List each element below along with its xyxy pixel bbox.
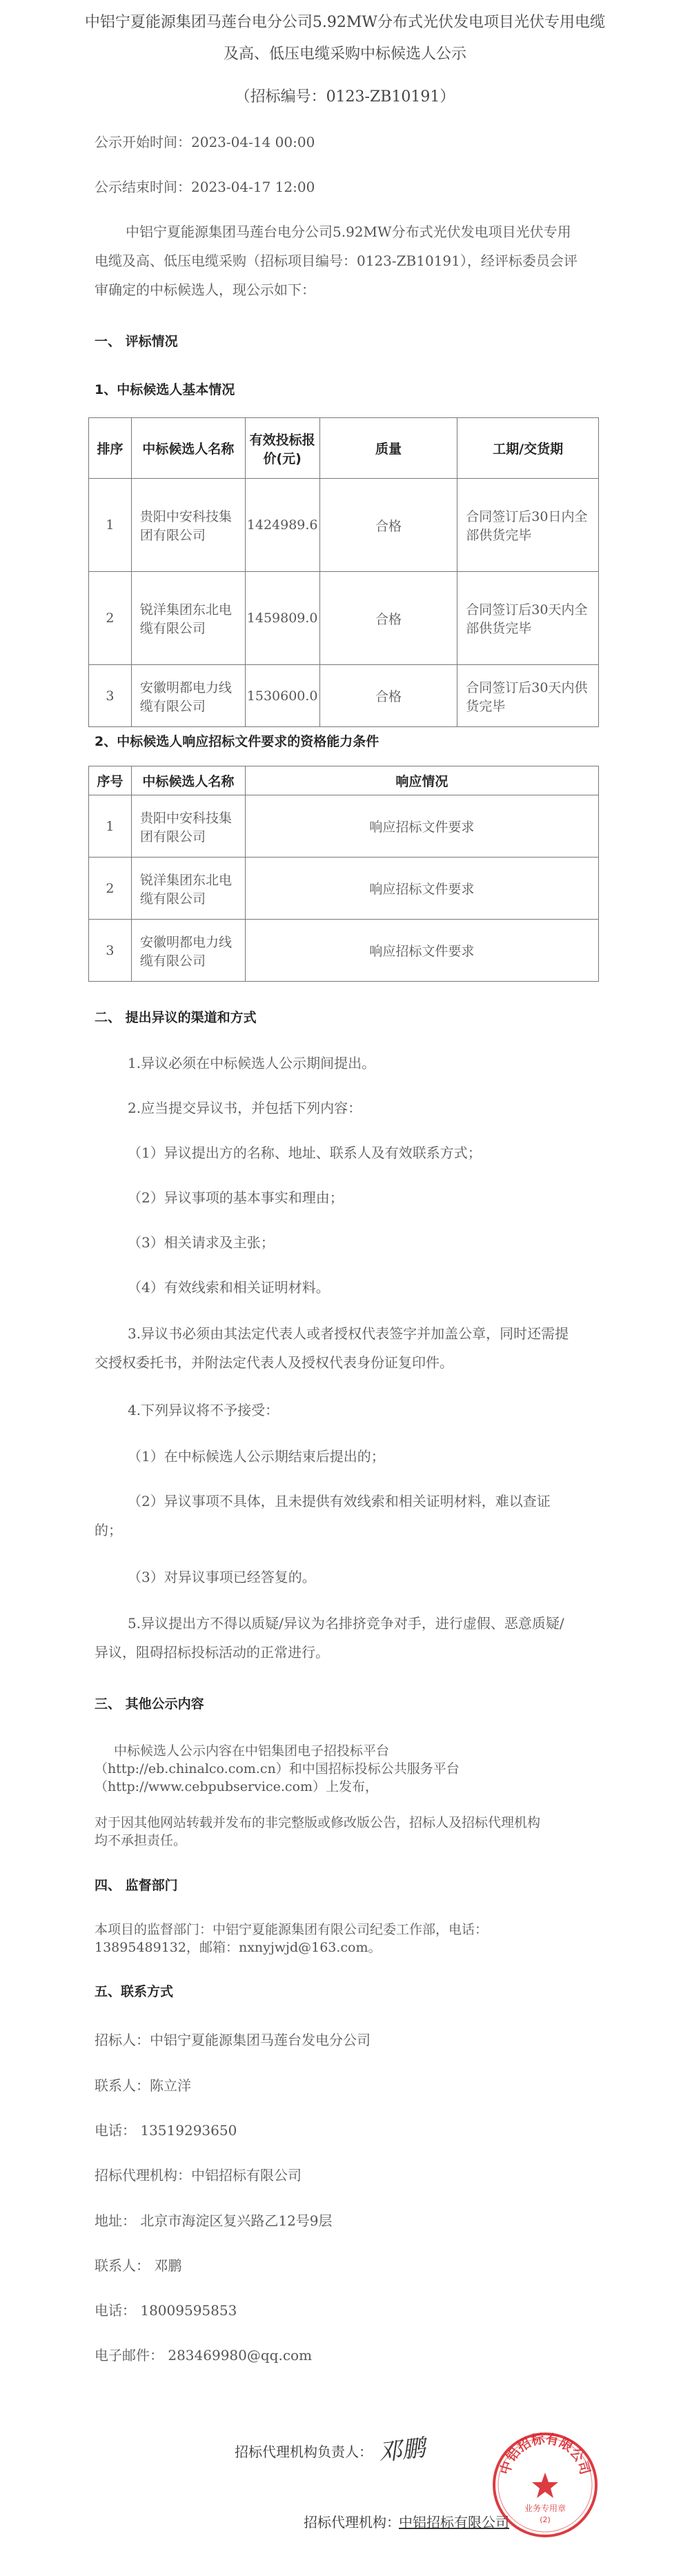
official-stamp xyxy=(490,2430,600,2540)
table-row xyxy=(89,858,599,920)
cell-name: 锐洋集团东北电缆有限公司 xyxy=(131,858,245,920)
section4-heading: 四、 监督部门 xyxy=(95,1878,178,1893)
other-line1: 中标候选人公示内容在中铝集团电子招投标平台 xyxy=(114,1743,390,1758)
cell-response: 响应招标文件要求 xyxy=(245,795,598,858)
start-time: 公示开始时间：2023-04-14 00:00 xyxy=(95,134,315,150)
th-name: 中标候选人名称 xyxy=(131,766,245,795)
cell-name: 锐洋集团东北电缆有限公司 xyxy=(131,572,245,665)
agency: 招标代理机构：中铝招标有限公司 xyxy=(95,2167,302,2183)
objection-item-1: 1.异议必须在中标候选人公示期间提出。 xyxy=(128,1055,376,1071)
objection-item-4-3: （3）对异议事项已经答复的。 xyxy=(128,1569,316,1585)
intro-line2: 电缆及高、低压电缆采购（招标项目编号：0123-ZB10191），经评标委员会评 xyxy=(95,252,578,269)
cell-period: 合同签订后30天内全部供货完毕 xyxy=(457,572,599,665)
cell-price: 1530600.0 xyxy=(245,665,319,727)
email: 电子邮件： 283469980@qq.com xyxy=(95,2347,313,2364)
stamp-sub: 业务专用章 xyxy=(524,2504,566,2513)
section3-heading: 三、 其他公示内容 xyxy=(95,1696,204,1712)
contact-person-1: 联系人：陈立洋 xyxy=(95,2077,191,2094)
cell-no: 2 xyxy=(89,858,132,920)
cell-period: 合同签订后30日内全部供货完毕 xyxy=(457,479,599,572)
cell-name: 贵阳中安科技集团有限公司 xyxy=(131,479,245,572)
cell-quality: 合格 xyxy=(319,665,457,727)
cell-no: 3 xyxy=(89,920,132,982)
cell-name: 安徽明都电力线缆有限公司 xyxy=(131,920,245,982)
table-row xyxy=(89,920,599,982)
objection-item-3-line1: 3.异议书必须由其法定代表人或者授权代表签字并加盖公章，同时还需提 xyxy=(128,1325,569,1342)
th-name: 中标候选人名称 xyxy=(131,418,245,479)
objection-item-4-1: （1）在中标候选人公示期结束后提出的； xyxy=(128,1448,385,1465)
phone-1: 电话： 13519293650 xyxy=(95,2122,237,2139)
objection-item-2-1: （1）异议提出方的名称、地址、联系人及有效联系方式； xyxy=(128,1145,482,1161)
cell-rank: 2 xyxy=(89,572,132,665)
agent-org-label: 招标代理机构： xyxy=(304,2514,400,2530)
objection-item-2-4: （4）有效线索和相关证明材料。 xyxy=(128,1279,330,1296)
section1-sub2: 2、中标候选人响应招标文件要求的资格能力条件 xyxy=(95,734,379,749)
objection-item-5-line2: 异议，阻碍招标投标活动的正常进行。 xyxy=(95,1644,329,1661)
end-time: 公示结束时间：2023-04-17 12:00 xyxy=(95,179,315,195)
section2-heading: 二、 提出异议的渠道和方式 xyxy=(95,1010,257,1025)
stamp-star-icon xyxy=(532,2473,558,2498)
table-row xyxy=(89,795,599,858)
tenderer: 招标人：中铝宁夏能源集团马莲台发电分公司 xyxy=(95,2032,371,2048)
cell-rank: 1 xyxy=(89,479,132,572)
section1-heading: 一、 评标情况 xyxy=(95,334,178,349)
tender-number: （招标编号：0123-ZB10191） xyxy=(235,88,455,106)
agent-org-name: 中铝招标有限公司 xyxy=(399,2514,509,2530)
th-rank: 排序 xyxy=(89,418,132,479)
contact-person-2: 联系人： 邓鹏 xyxy=(95,2257,182,2274)
stamp-code: (2) xyxy=(540,2515,551,2524)
supervision-line2: 13895489132，邮箱：nxnyjwjd@163.com。 xyxy=(95,1940,382,1955)
qualification-table xyxy=(88,766,599,982)
intro-line3: 审确定的中标候选人，现公示如下： xyxy=(95,281,315,298)
section5-heading: 五、联系方式 xyxy=(95,1984,174,1999)
other-line4: 对于因其他网站转载并发布的非完整版或修改版公告，招标人及招标代理机构 xyxy=(95,1815,541,1830)
svg-text:中铝招标有限公司 xyxy=(497,2430,593,2477)
cell-name: 安徽明都电力线缆有限公司 xyxy=(131,665,245,727)
objection-item-4-2-line1: （2）异议事项不具体，且未提供有效线索和相关证明材料，难以查证 xyxy=(128,1493,551,1509)
section1-sub1: 1、中标候选人基本情况 xyxy=(95,382,235,397)
cell-no: 1 xyxy=(89,795,132,858)
cell-quality: 合格 xyxy=(319,572,457,665)
intro-line1: 中铝宁夏能源集团马莲台电分公司5.92MW分布式光伏发电项目光伏专用 xyxy=(126,224,571,240)
phone-2: 电话： 18009595853 xyxy=(95,2302,237,2319)
objection-item-4: 4.下列异议将不予接受： xyxy=(128,1402,279,1418)
page-title-line2: 及高、低压电缆采购中标候选人公示 xyxy=(223,46,466,63)
cell-response: 响应招标文件要求 xyxy=(245,858,598,920)
table-row xyxy=(89,665,599,727)
objection-item-2-3: （3）相关请求及主张； xyxy=(128,1234,275,1251)
objection-item-4-2-line2: 的； xyxy=(95,1522,122,1538)
objection-item-5-line1: 5.异议提出方不得以质疑/异议为名排挤竞争对手，进行虚假、恶意质疑/ xyxy=(128,1615,564,1632)
agent-person-label: 招标代理机构负责人： xyxy=(235,2444,373,2460)
cell-price: 1459809.0 xyxy=(245,572,319,665)
handwritten-signature: 邓鹏 xyxy=(377,2434,427,2467)
cell-price: 1424989.6 xyxy=(245,479,319,572)
objection-item-2: 2.应当提交异议书，并包括下列内容： xyxy=(128,1100,362,1116)
objection-item-2-2: （2）异议事项的基本事实和理由； xyxy=(128,1189,344,1206)
cell-name: 贵阳中安科技集团有限公司 xyxy=(131,795,245,858)
cell-rank: 3 xyxy=(89,665,132,727)
th-quality: 质量 xyxy=(319,418,457,479)
cell-quality: 合格 xyxy=(319,479,457,572)
other-line3: （http://www.cebpubservice.com）上发布， xyxy=(95,1779,378,1794)
candidate-table xyxy=(88,417,599,727)
table-row xyxy=(89,479,599,572)
cell-period: 合同签订后30天内供货完毕 xyxy=(457,665,599,727)
th-response: 响应情况 xyxy=(245,766,598,795)
stamp-text: 中铝招标有限公司 xyxy=(497,2431,593,2477)
th-period: 工期/交货期 xyxy=(457,418,599,479)
address: 地址： 北京市海淀区复兴路乙12号9层 xyxy=(95,2212,333,2229)
page-title-line1: 中铝宁夏能源集团马莲台电分公司5.92MW分布式光伏发电项目光伏专用电缆 xyxy=(84,14,606,31)
th-no: 序号 xyxy=(89,766,132,795)
other-line2: （http://eb.chinalco.com.cn）和中国招标投标公共服务平台 xyxy=(95,1761,460,1776)
supervision-line1: 本项目的监督部门：中铝宁夏能源集团有限公司纪委工作部，电话： xyxy=(95,1922,489,1937)
other-line5: 均不承担责任。 xyxy=(95,1833,187,1848)
table-row xyxy=(89,572,599,665)
cell-response: 响应招标文件要求 xyxy=(245,920,598,982)
th-price: 有效投标报价(元) xyxy=(245,418,319,479)
objection-item-3-line2: 交授权委托书，并附法定代表人及授权代表身份证复印件。 xyxy=(95,1354,453,1371)
